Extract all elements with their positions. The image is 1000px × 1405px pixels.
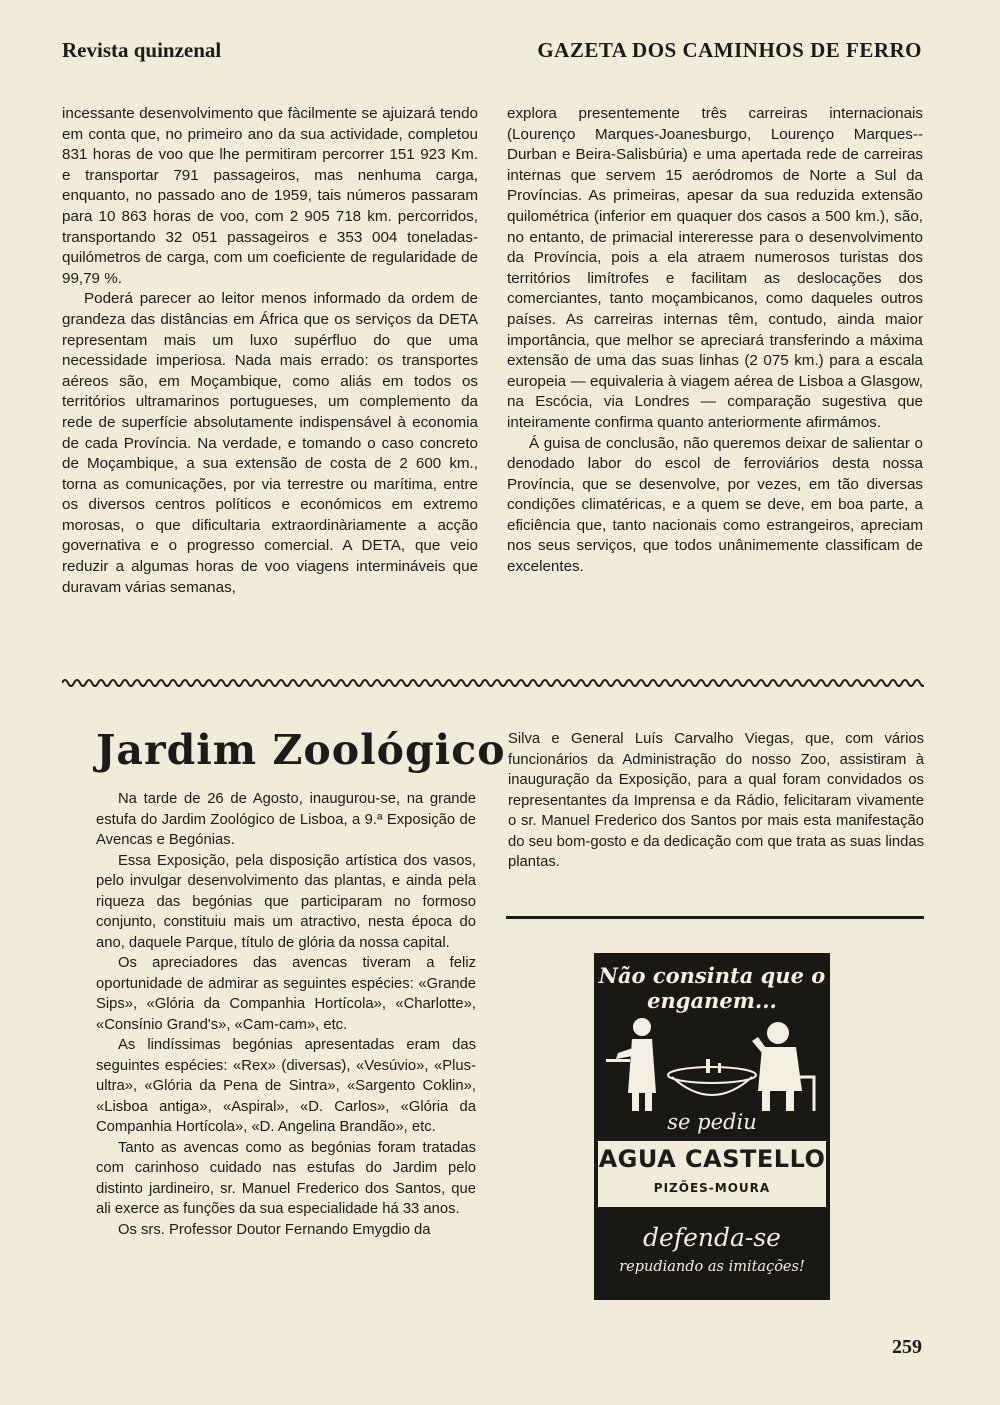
page-number: 259 [892,1336,922,1358]
horizontal-rule [506,916,924,919]
paragraph: Essa Exposição, pela disposição artística dos vasos, pelo invulgar desenvolvimento das plantas, e ainda pela riqueza das begónias que participaram no formoso conjunto, constituiu mais um atractivo, nesta época do ano, daquele Parque, título de glória da nossa capital. [96,852,476,951]
paragraph: As lindíssimas begónias apresentadas eram das seguintes espécies: «Rex» (diversas), «Vesúvio», «Plus-ultra», «Glória da Pena de Sintra», «Sargento Coklin», «Lisboa antiga», «Aspiral», «D. Carlos», «Glória da Companhia Hortícola», «D. Angelina Brandão», etc. [96,1037,476,1135]
paragraph: Poderá parecer ao leitor menos informado da ordem de grandeza das distâncias em África que os serviços da DETA representam mais um luxo supérfluo do que uma necessidade imperiosa. Nada mais errado: os transportes aéreos são, em Moçambique, como aliás em todos os territórios ultramarinos portugueses, um complemento da rede de superfície absolutamente indispensável à economia de cada Província. Na verdade, e tomando o caso concreto de Moçambique, a sua extensão de costa de 2 600 km., torna as comunicações, por via terrestre ou marítima, entre os diversos centros políticos e económicos em extremo morosas, o que dificultaria extraordinàriamente a acção governativa e o progresso comercial. A DETA, que veio reduzir a algumas horas de voo viagens intermináveis que duravam várias semanas, [62,290,478,596]
paragraph: explora presentemente três carreiras internacionais (Lourenço Marques-Joanesburgo, Lourenço Marques--Durban e Beira-Salisbúria) e uma apertada rede de carreiras internas que servem 15 aeródromos de Norte a Sul da Províncias. As primeiras, apesar da sua reduzida extensão quilométrica (inferior em quaquer dos casos a 500 km.), são, no entanto, de primacial intereresse para o desenvolvimento da Província, pois a ela atraem numerosos turistas dos territórios limítrofes e facilitam as deslocações dos comerciantes, tanto moçambicanos, como daqueles outros países. As carreiras internas têm, contudo, ainda maior importância, que melhor se apreciará transferindo a máxima extensão de uma das suas linhas (2 075 km.) para a escala europeia — equivaleria à viagem aérea de Lisboa a Glasgow, na Escócia, via Londres — comparação sugestiva que inteiramente confirma quanto anteriormente afirmámos. [507,105,923,431]
ad-repudiando: repudiando as imitações! [619,1259,805,1275]
paragraph: Á guisa de conclusão, não queremos deixar de salientar o denodado labor do escol de ferroviários desta nossa Província, que se desenvolve, por vezes, em tão diversas condições climatéricas, e a quem se deve, em boa parte, a eficiência que, tanto nacionais como estrangeiros, apreciam nos seus serviços, que todos unânimemente classificam de excelentes. [507,434,923,576]
ad-headline: Não consinta que o enganem... [598,963,826,1013]
ad-defenda-se: defenda-se [643,1223,781,1252]
advertisement-agua-castello [594,953,830,1300]
paragraph: Os apreciadores das avencas tiveram a feliz oportunidade de admirar as seguintes espécies: «Grande Sips», «Glória da Companhia Hortícola», «Charlotte», «Consínio Grand's», «Cam-cam», etc. [96,955,476,1033]
zoo-article-column-2 [508,729,924,873]
ad-se-pediu: se pediu [667,1110,757,1134]
wavy-section-divider [62,676,924,690]
top-article-column-2 [507,104,923,578]
zoo-article-column-1 [96,789,476,1240]
paragraph: Tanto as avencas como as begónias foram tratadas com carinhoso cuidado nas estufas do Jardim pelo distinto jardineiro, sr. Manuel Frederico dos Santos, que ali exerce as funções da sua especialidade há 33 anos. [96,1139,476,1217]
article-title: Jardim Zoológico [96,726,506,774]
paragraph: Os srs. Professor Doutor Fernando Emygdio da [118,1221,431,1238]
paragraph: Silva e General Luís Carvalho Viegas, que, com vários funcionários da Administração do nosso Zoo, assistiram à inauguração da Exposição, para a qual foram convidados os representantes da Imprensa e da Rádio, felicitaram vivamente o sr. Manuel Frederico dos Santos por mais esta manifestação do seu bom-gosto e da dedicação com que trata as suas lindas plantas. [508,731,924,870]
paragraph: Na tarde de 26 de Agosto, inaugurou-se, na grande estufa do Jardim Zoológico de Lisboa, a 9.ª Exposição de Avencas e Begónias. [96,791,476,848]
paragraph: incessante desenvolvimento que fàcilmente se ajuizará tendo em conta que, no primeiro ano da sua actividade, completou 831 horas de voo que lhe permitiram percorrer 151 923 Km. e transportar 791 passageiros, mas nenhuma carga, enquanto, no passado ano de 1959, tais números passaram para 10 863 horas de voo, com 2 905 718 km. percorridos, transportando 32 051 passageiros e 353 004 toneladas-quilómetros de carga, com um coeficiente de regularidade de 99,79 %. [62,105,478,287]
header-magazine-title: GAZETA DOS CAMINHOS DE FERRO [537,38,922,62]
ad-brand-origin: PIZÕES-MOURA [653,1181,771,1195]
restaurant-illustration [602,1013,822,1113]
ad-brand-name: AGUA CASTELLO [598,1145,826,1173]
header-publication-frequency: Revista quinzenal [62,38,222,62]
top-article-column-1 [62,104,478,598]
